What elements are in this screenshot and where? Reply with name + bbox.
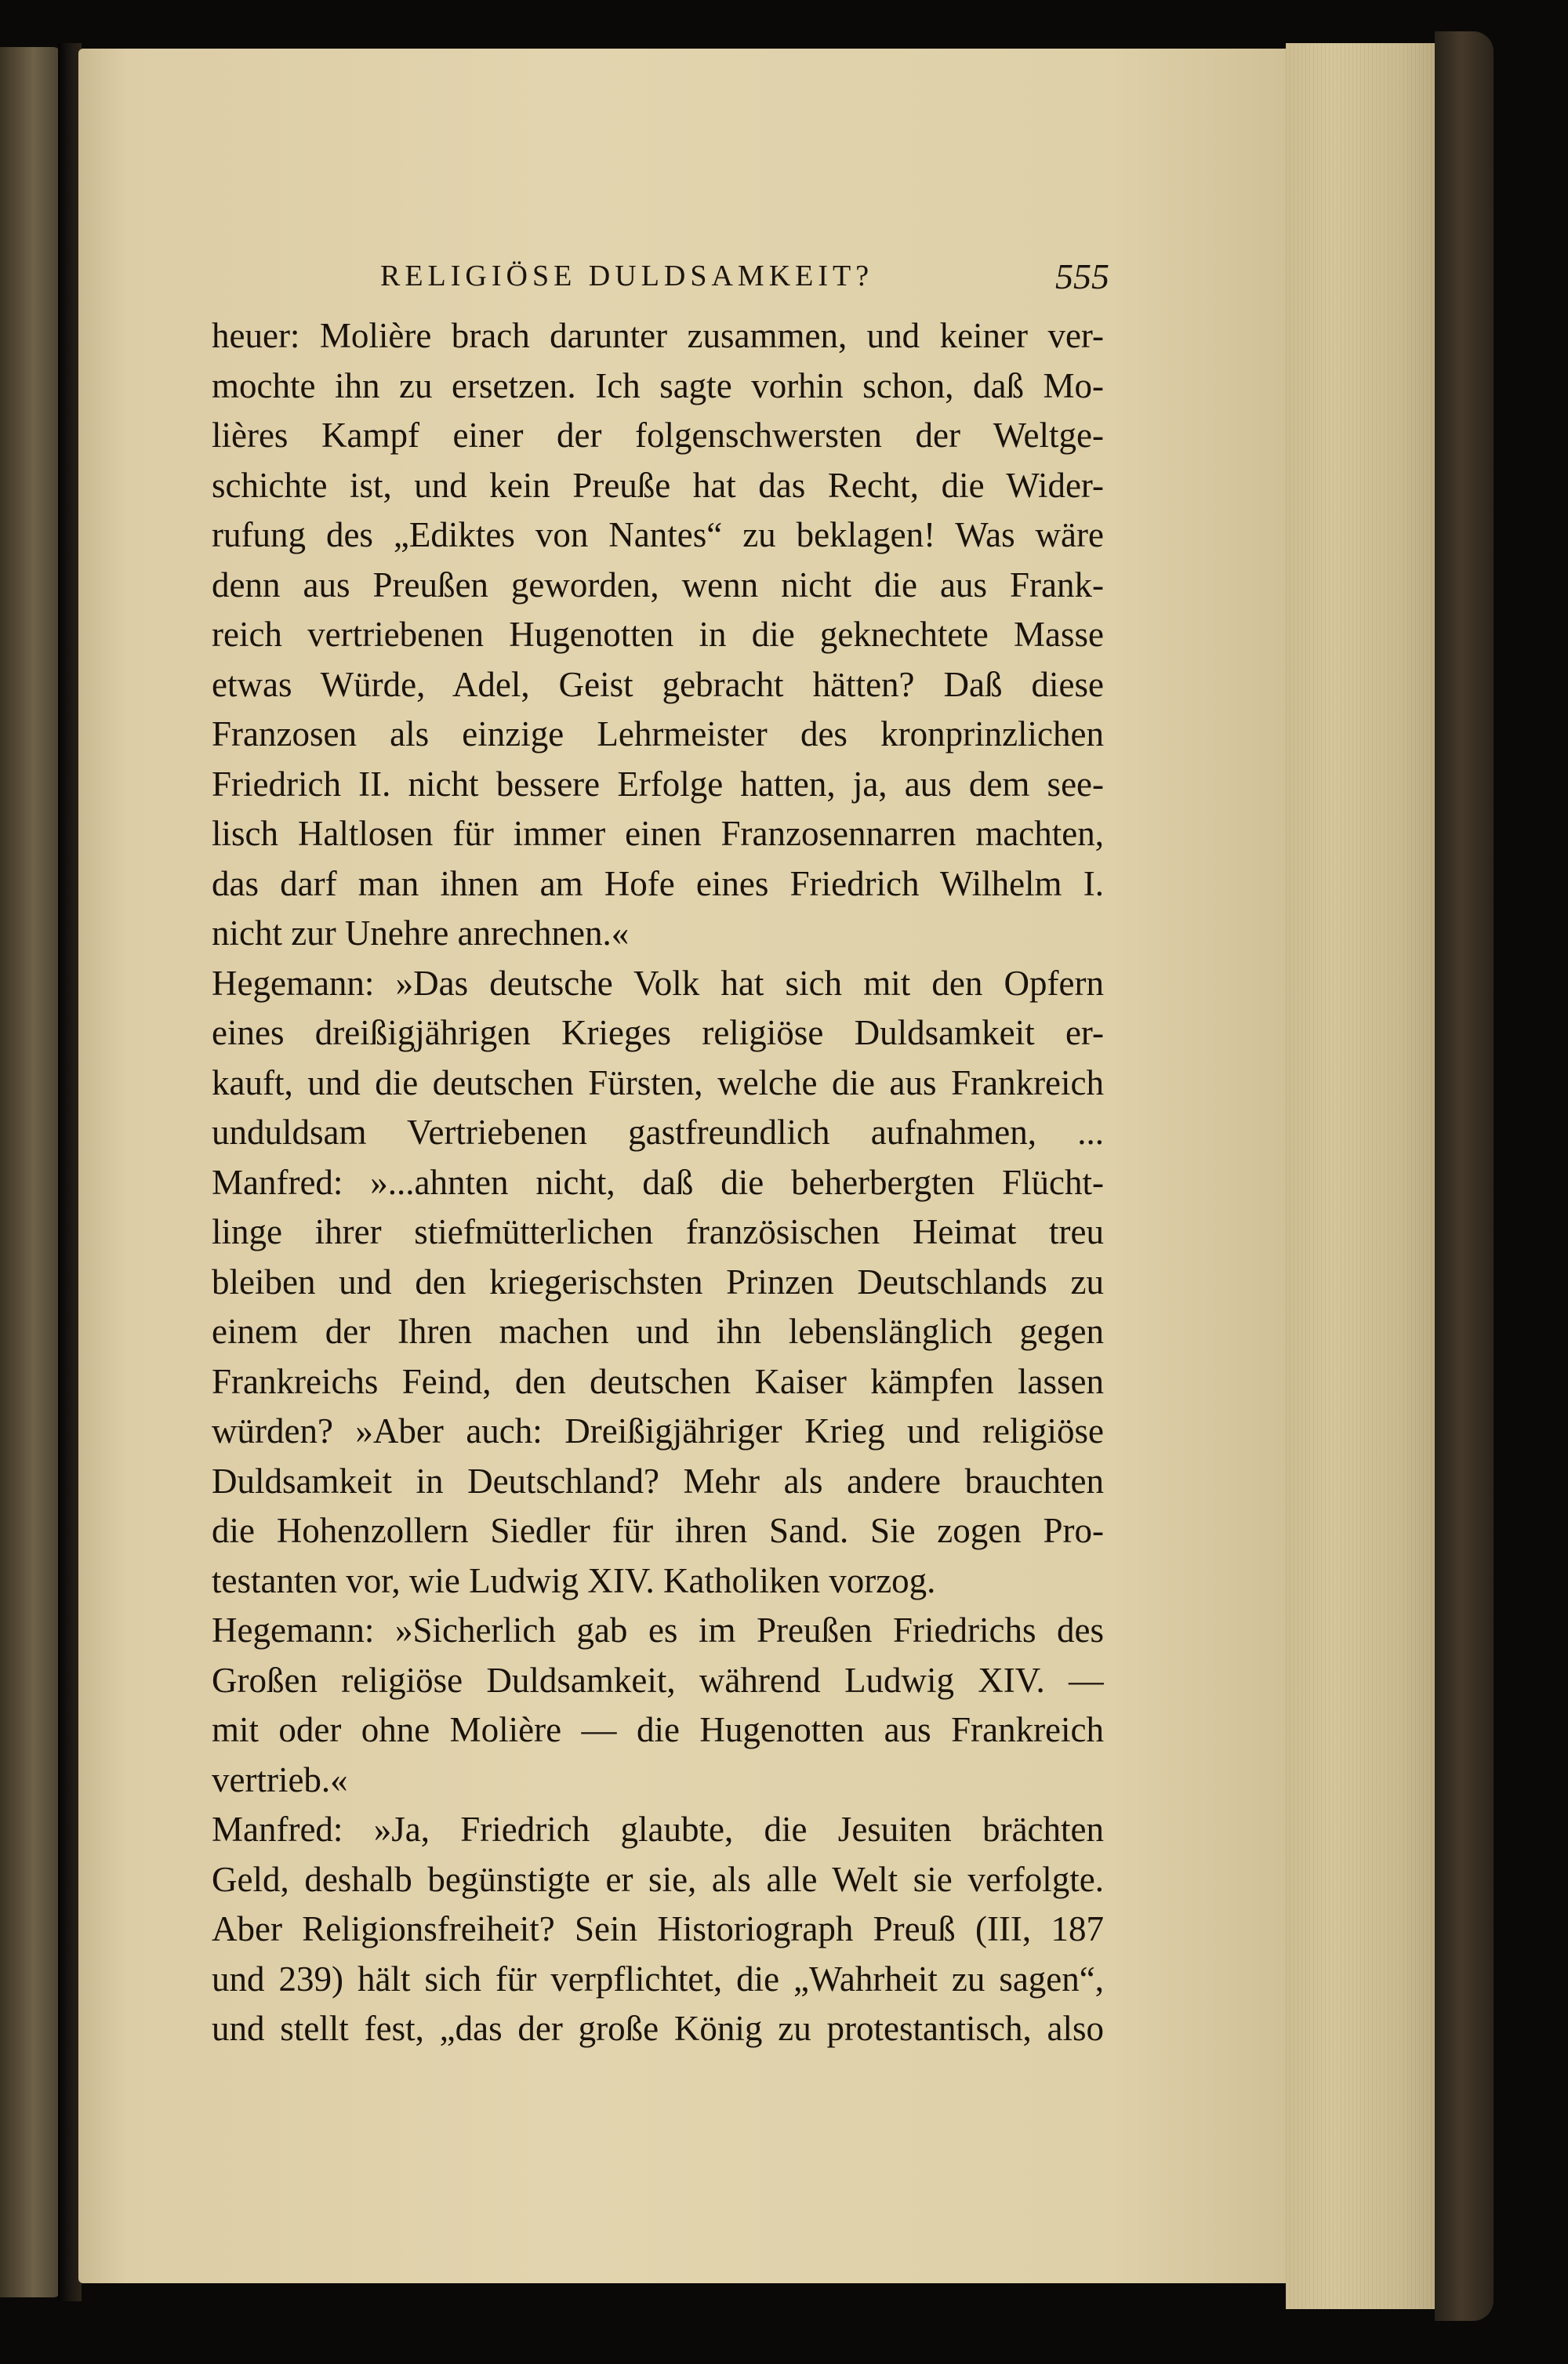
text-line: Duldsamkeit in Deutschland? Mehr als andere brauchten (212, 1461, 1104, 1501)
text-line: und stellt fest, „das der große König zu protestantisch, also (212, 2009, 1104, 2048)
text-line: Manfred: »...ahnten nicht, daß die beherbergten Flücht- (212, 1162, 1104, 1202)
text-line: Geld, deshalb begünstigte er sie, als alle Welt sie verfolgte. (212, 1859, 1104, 1899)
text-line: Manfred: »Ja, Friedrich glaubte, die Jesuiten brächten (212, 1810, 1104, 1849)
text-line: nicht zur Unehre anrechnen.« (212, 913, 630, 953)
text-line: lisch Haltlosen für immer einen Franzosennarren machten, (212, 814, 1104, 853)
text-line: lières Kampf einer der folgenschwersten der Weltge- (212, 416, 1104, 455)
text-line: einem der Ihren machen und ihn lebenslänglich gegen (212, 1312, 1104, 1351)
text-line: mochte ihn zu ersetzen. Ich sagte vorhin schon, daß Mo- (212, 365, 1104, 405)
text-line: bleiben und den kriegerischsten Prinzen Deutschlands zu (212, 1262, 1104, 1302)
body-text (212, 311, 1104, 2054)
page-block-fore-edge (1286, 43, 1446, 2309)
text-line: eines dreißigjährigen Krieges religiöse Duldsamkeit er- (212, 1013, 1104, 1052)
text-line: Großen religiöse Duldsamkeit, während Ludwig XIV. — (212, 1660, 1104, 1700)
text-line: Frankreichs Feind, den deutschen Kaiser kämpfen lassen (212, 1361, 1104, 1401)
text-line: würden? »Aber auch: Dreißigjähriger Krieg und religiöse (212, 1411, 1104, 1451)
book-cover-edge (1435, 31, 1494, 2321)
text-line: etwas Würde, Adel, Geist gebracht hätten? Daß diese (212, 664, 1104, 704)
text-line: die Hohenzollern Siedler für ihren Sand. Sie zogen Pro- (212, 1511, 1104, 1550)
running-head (380, 256, 1109, 306)
text-line: Hegemann: »Das deutsche Volk hat sich mit den Opfern (212, 963, 1104, 1003)
text-line: testanten vor, wie Ludwig XIV. Katholiken vorzog. (212, 1560, 936, 1600)
book-page (78, 49, 1290, 2283)
text-line: Friedrich II. nicht bessere Erfolge hatten, ja, aus dem see- (212, 764, 1104, 804)
text-line: schichte ist, und kein Preuße hat das Recht, die Wider- (212, 465, 1104, 505)
text-line: rufung des „Ediktes von Nantes“ zu beklagen! Was wäre (212, 515, 1104, 554)
text-line: unduldsam Vertriebenen gastfreundlich aufnahmen, ... (212, 1113, 1104, 1152)
previous-page-edge (0, 47, 61, 2297)
text-line: denn aus Preußen geworden, wenn nicht die aus Frank- (212, 565, 1104, 605)
text-line: das darf man ihnen am Hofe eines Friedrich Wilhelm I. (212, 863, 1104, 903)
text-line: linge ihrer stiefmütterlichen französischen Heimat treu (212, 1212, 1104, 1251)
text-line: Franzosen als einzige Lehrmeister des kronprinzlichen (212, 714, 1104, 754)
page-number: 555 (1055, 256, 1109, 296)
text-line: reich vertriebenen Hugenotten in die geknechtete Masse (212, 615, 1104, 654)
text-line: Aber Religionsfreiheit? Sein Historiograph Preuß (III, 187 (212, 1909, 1104, 1948)
text-line: kauft, und die deutschen Fürsten, welche die aus Frankreich (212, 1062, 1104, 1102)
text-line: Hegemann: »Sicherlich gab es im Preußen Friedrichs des (212, 1610, 1104, 1650)
text-line: mit oder ohne Molière — die Hugenotten aus Frankreich (212, 1710, 1104, 1749)
text-line: und 239) hält sich für verpflichtet, die „Wahrheit zu sagen“, (212, 1959, 1104, 1999)
text-line: heuer: Molière brach darunter zusammen, und keiner ver- (212, 316, 1104, 355)
running-head-title: RELIGIÖSE DULDSAMKEIT? (380, 260, 874, 292)
text-line: vertrieb.« (212, 1759, 348, 1799)
